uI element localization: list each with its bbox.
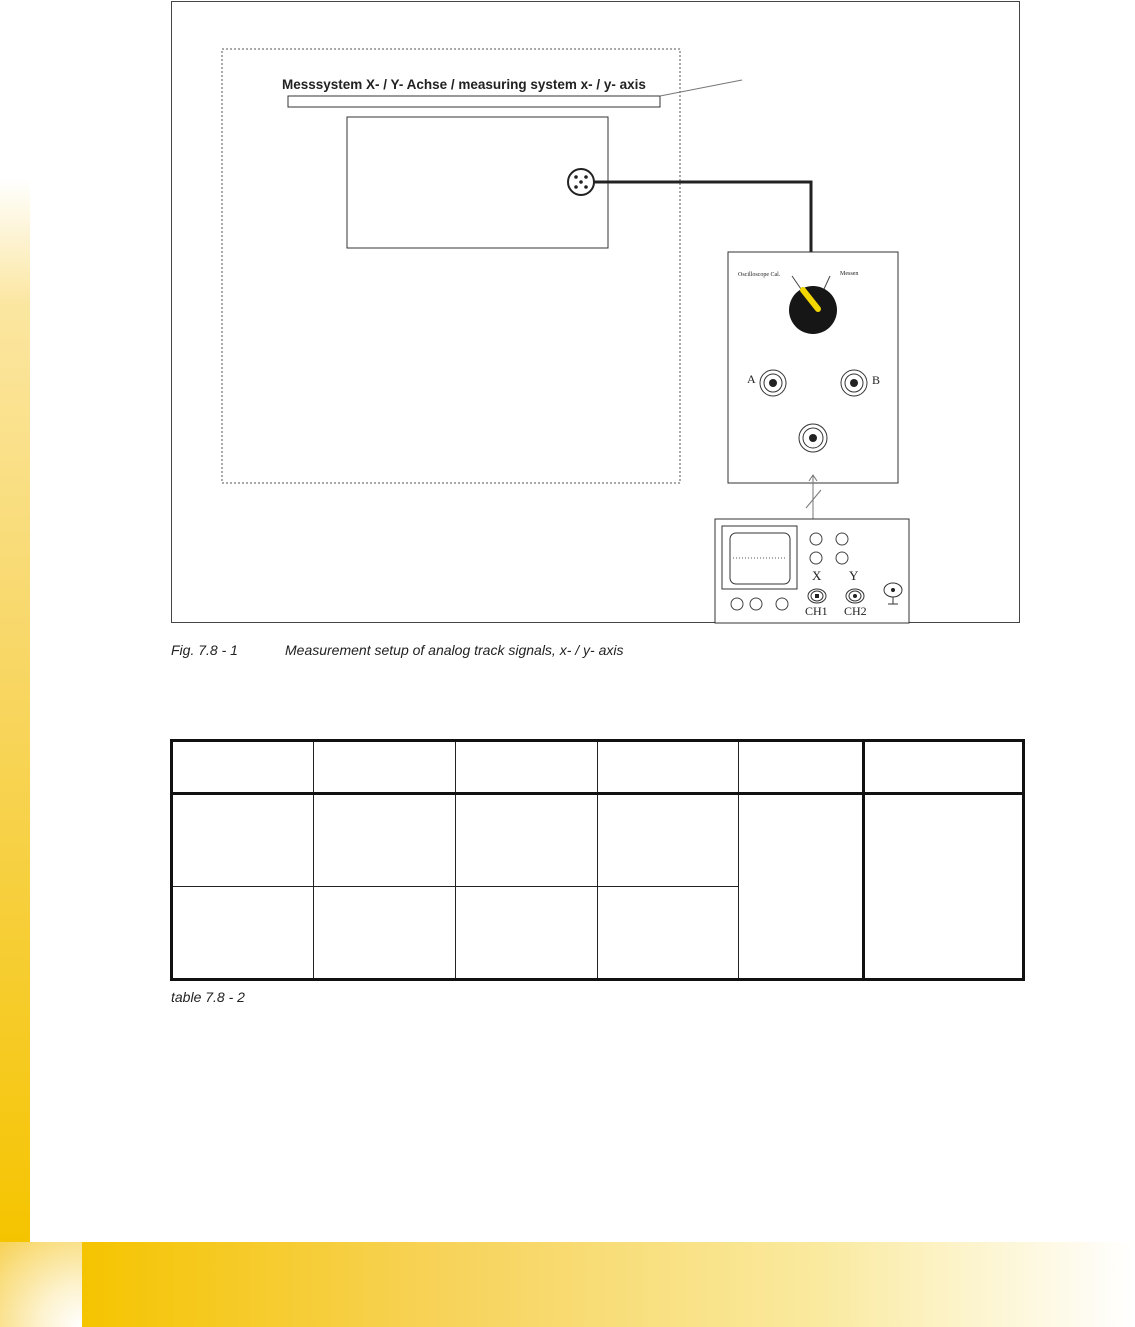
table-cell — [598, 887, 739, 980]
table-caption: table 7.8 - 2 — [171, 989, 245, 1005]
table-header-cell — [456, 741, 598, 794]
machine-outline — [222, 49, 680, 483]
osc-knob-3 — [776, 598, 788, 610]
table-header-cell — [172, 741, 314, 794]
leader-line — [660, 80, 742, 96]
figure-caption-text: Measurement setup of analog track signals, x- / y- axis — [285, 642, 624, 658]
osc-y-label: Y — [849, 568, 859, 583]
title-bar — [288, 96, 660, 107]
osc-knob-2 — [750, 598, 762, 610]
switch-left-label: Oscilloscope Cal. — [738, 272, 781, 278]
socket-a-label: A — [747, 372, 756, 386]
table-cell — [172, 794, 314, 887]
bottom-decor-bar — [82, 1242, 1135, 1327]
table-header-row — [172, 741, 1024, 794]
rotary-knob-icon — [789, 286, 837, 334]
socket-a-icon — [760, 370, 786, 396]
table-cell — [598, 794, 739, 887]
osc-knob-1 — [731, 598, 743, 610]
ch1-input-icon — [808, 589, 826, 603]
table-cell — [456, 794, 598, 887]
table-header-cell — [739, 741, 864, 794]
table-header-cell — [314, 741, 456, 794]
table-7-8-2 — [170, 739, 1022, 981]
measurement-setup-diagram — [0, 0, 1135, 640]
table-header-cell — [598, 741, 739, 794]
table-cell — [314, 887, 456, 980]
table-cell — [172, 887, 314, 980]
table-header-cell — [864, 741, 1024, 794]
table-cell — [314, 794, 456, 887]
table-cell — [739, 794, 864, 980]
signal-cable — [594, 182, 811, 252]
bottom-decor-corner — [0, 1242, 82, 1327]
switch-right-label: Messen — [840, 271, 859, 277]
table-cell — [456, 887, 598, 980]
socket-output-icon — [799, 424, 827, 452]
connector-icon — [568, 169, 594, 195]
figure-caption-number: Fig. 7.8 - 1 — [171, 642, 238, 658]
measuring-system-title: Messsystem X- / Y- Achse / measuring system x- / y- axis — [282, 77, 646, 92]
socket-b-icon — [841, 370, 867, 396]
socket-b-label: B — [872, 373, 881, 387]
osc-ch1-label: CH1 — [805, 604, 828, 618]
table-cell — [864, 794, 1024, 980]
osc-ch2-label: CH2 — [844, 604, 867, 618]
table-row — [172, 794, 1024, 887]
osc-x-label: X — [812, 568, 822, 583]
ch2-input-icon — [846, 589, 864, 603]
